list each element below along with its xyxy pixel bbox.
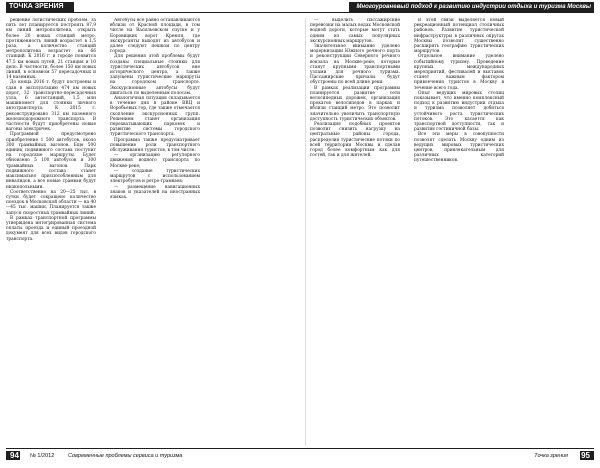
section-title: ТОЧКА ЗРЕНИЯ (6, 2, 74, 12)
paragraph: Все эти меры в совокупности позволят сделать Москву одним из ведущих мировых туристических центров, привлекательным для различных категорий путешественников. (414, 132, 504, 164)
header-rule (6, 12, 594, 13)
text-area (6, 18, 594, 446)
page-number-left: 94 (10, 451, 19, 460)
paragraph: Значительное внимание уделено модернизации Южного речного порта и реконструкции Северного речного вокзала на Москве-реке, которые станут крупными транспортными узлами для речного туризма. Пассажирские причалы будут обустроены по всей длине реки. (310, 44, 400, 86)
page-number-right: 95 (581, 451, 590, 460)
page-gutter (305, 18, 306, 446)
text-column-1 (6, 18, 96, 446)
paragraph: В рамках транспортной программы утверждена интегрированная система оплаты проезда и единый проездной документ для всех видов городского транспорта. (6, 215, 96, 242)
section-name: Точка зрения (534, 453, 568, 459)
paragraph: — размещение навигационных знаков и указателей на иностранных языках. (110, 184, 200, 200)
paragraph: — выделить пассажирские перевозки на малых водах Московской водной дороги, которые могут стать одним из самых популярных экскурсионных маршрутов. (310, 18, 400, 44)
paragraph: решение логистических проблем. За пять лет планируется построить 87,9 км линий метрополитена, открыть более 20 новых станций метро, протяженность линий возрастет в 1,5 раза, а количество станций метрополитена возрастет на 66 станций. К 2016 г. в городе появится 47,5 км новых путей, 21 станция и 10 депо. В частности, более 150 км новых линий, в основном 57 пересадочных и 14 наземных. (6, 18, 96, 81)
paragraph: Опыт ведущих мировых столиц показывает, что именно комплексный подход к развитию индустрии отдыха и туризма позволяет добиться устойчивого роста туристических потоков. Это касается как транспортной доступности, так и развития гостиничной базы. (414, 90, 504, 133)
paragraph: Для решения этой проблемы будут созданы специальные стоянки для туристических автобусов вне исторического центра, а также запущены туристические маршруты на городском транспорте. Экскурсионные автобусы будут двигаться по выделенным полосам. (110, 54, 200, 96)
paragraph: Программа также предусматривает повышение роли транспортного обслуживания туристов, в том числе: (110, 137, 200, 154)
running-header (6, 2, 594, 14)
paragraph: — организацию регулярного движения водного транспорта по Москве-реке; (110, 153, 200, 169)
page-footer (6, 448, 594, 462)
text-column-3 (310, 18, 400, 446)
journal-name: Современные проблемы сервиса и туризма (68, 453, 183, 459)
paragraph: В этой связи выделяется новый рекреационный потенциал столичных районов. Развитие туристической инфраструктуры в различных округах Москвы позволит существенно расширить географию туристических маршрутов. (414, 18, 504, 55)
article-running-title: Многоуровневый подход к развитию индустрии отдыха и туризма Москвы (349, 2, 594, 12)
paragraph: Реализация подобных проектов позволит снизить нагрузку на центральные районы города, распределив туристические потоки по всей территории Москвы и сделав город более комфортным как для гостей, так и для жителей. (310, 122, 400, 159)
paragraph: Программой предусмотрено приобретение 1 500 автобусов, около 300 трамвайных вагонов. Еще 500 единиц подвижного состава поступит на городские маршруты. Будет обновлено 5 100 автобусов и 300 трамвайных вагонов. Парк подвижного состава станет максимально приспособленным для инвалидов, а все новые трамваи будут низкопольными. (6, 132, 96, 190)
paragraph: Автобусы все равно останавливаются вблизи от Красной площади, в том числе на Васильевском спуске и у Боровицких ворот Кремля, где экскурсанты выходят из автобусов и далее следуют пешком по центру города. (110, 18, 200, 55)
paragraph: — создание туристических маршрутов с использованием электробусов и ретро-трамваев; (110, 168, 200, 185)
footer-rule (6, 448, 594, 449)
paragraph: Соответственно на 20—25 тыс. в сутки будет сокращено количество поездок в Московской области — на 40—45 тыс. машин. Планируется также запуск скоростных трамвайных линий. (6, 189, 96, 216)
paragraph: Аналогичная ситуация складывается в течение дня в районе ВВЦ и Воробьевых гор, где также отмечается скопление экскурсионных групп. Решением станет организация перехватывающих парковок и развитие системы городского туристического транспорта. (110, 96, 200, 138)
paragraph: Отдельное внимание уделено событийному туризму. Проведение крупных международных мероприятий, фестивалей и выставок станет важным фактором привлечения туристов в Москву в течение всего года. (414, 54, 504, 91)
issue-number: № 1/2012 (30, 453, 55, 459)
text-column-2 (110, 18, 200, 446)
paragraph: До конца 2016 г. будут построены и сдан в эксплуатацию 474 км новых дорог, 32 транспортно-пересадочных узла, 6 автостанций, 1,5 млн машиномест для стоянки личного автотранспорта. К 2015 г. реконструировано 312 км наземного железнодорожного транспорта. В частности будут приобретены новые вагоны электричек. (6, 80, 96, 133)
paragraph: В рамках реализации программы планируется развитие сети велосипедных дорожек, организация прокатов велосипедов в парках и вблизи станций метро. Это позволит значительно увеличить транспортную доступность туристических объектов. (310, 85, 400, 122)
text-column-4 (414, 18, 504, 446)
